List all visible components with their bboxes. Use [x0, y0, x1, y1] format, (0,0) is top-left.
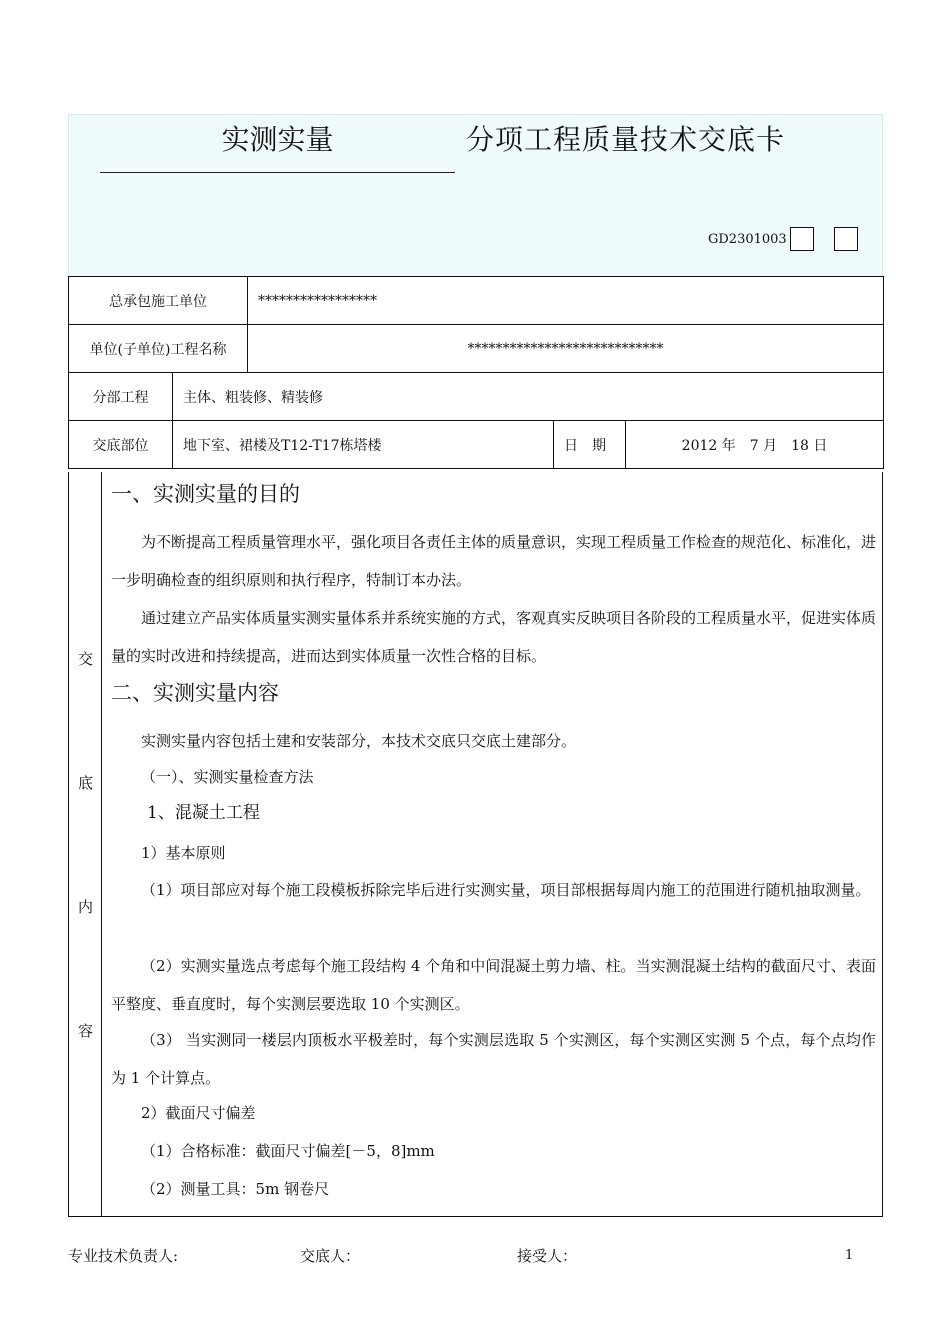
contractor-value: *****************: [248, 277, 884, 325]
division-label: 分部工程: [69, 373, 173, 421]
paragraph: （3） 当实测同一楼层内顶板水平极差时，每个实测层选取 5 个实测区，每个实测区实测 5 个点，每个点均作为 1 个计算点。: [111, 1031, 876, 1087]
discloser-label: 交底人：: [300, 1247, 361, 1265]
document-code: GD2301003: [708, 232, 787, 247]
paragraph: （1）项目部应对每个施工段模板拆除完毕后进行实测实量，项目部根据每周内施工的范围进行随机抽取测量。: [141, 881, 871, 899]
table-row: [69, 325, 884, 373]
paragraph: （2）实测实量选点考虑每个施工段结构 4 个角和中间混凝土剪力墙、柱。当实测混凝土结构的截面尺寸、表面平整度、垂直度时，每个实测层要选取 10 个实测区。: [111, 957, 876, 1013]
location-value: 地下室、裙楼及T12-T17栋塔楼: [173, 421, 554, 469]
paragraph: 为不断提高工程质量管理水平，强化项目各责任主体的质量意识，实现工程质量工作检查的规范化、标准化，进一步明确检查的组织原则和执行程序，特制订本办法。: [111, 533, 877, 589]
page-number: 1: [845, 1248, 854, 1263]
text-line: 1）基本原则: [141, 844, 226, 862]
side-label: [69, 472, 102, 1216]
text-line: （一）、实测实量检查方法: [141, 768, 314, 786]
receiver-label: 接受人：: [517, 1247, 578, 1265]
table-row: [69, 373, 884, 421]
tech-lead-label: 专业技术负责人:: [68, 1247, 179, 1265]
location-label: 交底部位: [69, 421, 173, 469]
disclosure-content: [68, 472, 883, 1217]
date-label: 日 期: [554, 421, 626, 469]
section-heading: 一、实测实量的目的: [111, 482, 300, 506]
info-table: [68, 276, 884, 469]
project-value: ****************************: [248, 325, 884, 373]
text-line: （2）测量工具：5m 钢卷尺: [141, 1180, 330, 1198]
side-char: 内: [77, 898, 93, 916]
text-line: 2）截面尺寸偏差: [141, 1104, 256, 1122]
code-checkbox-2[interactable]: [834, 227, 858, 251]
date-value: 2012 年 7 月 18 日: [626, 421, 884, 469]
document-title: 分项工程质量技术交底卡: [466, 123, 786, 156]
topic-title: 实测实量: [221, 123, 334, 156]
table-row: [69, 277, 884, 325]
side-char: 交: [77, 650, 93, 668]
text-line: （1）合格标准：截面尺寸偏差[－5，8]mm: [141, 1142, 435, 1160]
text-line: 实测实量内容包括土建和安装部分，本技术交底只交底土建部分。: [141, 732, 577, 750]
table-row: [69, 421, 884, 469]
project-label: 单位(子单位)工程名称: [69, 325, 248, 373]
division-value: 主体、粗装修、精装修: [173, 373, 884, 421]
code-checkbox-1[interactable]: [790, 227, 814, 251]
contractor-label: 总承包施工单位: [69, 277, 248, 325]
paragraph: 通过建立产品实体质量实测实量体系并系统实施的方式，客观真实反映项目各阶段的工程质量水平，促进实体质量的实时改进和持续提高，进而达到实体质量一次性合格的目标。: [111, 609, 877, 665]
side-char: 底: [77, 774, 93, 792]
text-line: 1、混凝土工程: [147, 803, 260, 823]
section-heading: 二、实测实量内容: [111, 681, 279, 705]
side-char: 容: [77, 1022, 93, 1040]
topic-underline: [100, 172, 455, 173]
